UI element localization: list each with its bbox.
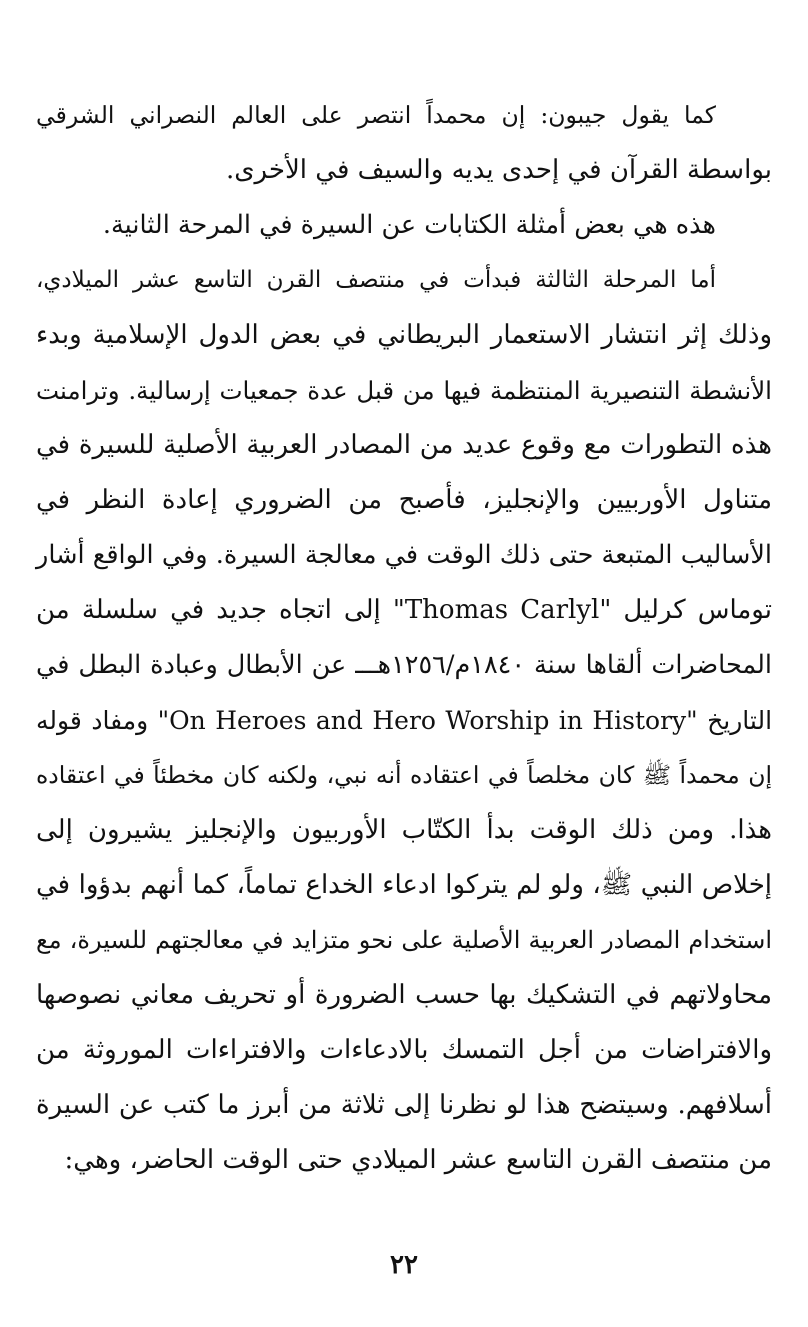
text-line: والافتراضات من أجل التمسك بالادعاءات والافتراءات الموروثة من	[36, 1035, 772, 1065]
text-line: هذه هي بعض أمثلة الكتابات عن السيرة في المرحة الثانية.	[102, 210, 716, 240]
text-line: هذا. ومن ذلك الوقت بدأ الكتّاب الأوربيون والإنجليز يشيرون إلى	[36, 815, 772, 845]
text-line: كما يقول جيبون: إن محمداً انتصر على العالم النصراني الشرقي	[36, 101, 716, 129]
text-line: الأساليب المتبعة حتى ذلك الوقت في معالجة السيرة. وفي الواقع أشار	[36, 540, 772, 570]
paragraph-second-stage	[36, 198, 772, 253]
text-line: المحاضرات ألقاها سنة ١٨٤٠م/١٢٥٦هـــ عن الأبطال وعبادة البطل في	[36, 650, 772, 680]
page-number: ٢٢	[390, 1250, 418, 1280]
text-line: إخلاص النبي ﷺ، ولو لم يتركوا ادعاء الخداع تماماً، كما أنهم بدؤوا في	[36, 870, 772, 900]
text-line: التاريخ "On Heroes and Hero Worship in History" ومفاد قوله	[36, 706, 773, 735]
text-line: أما المرحلة الثالثة فبدأت في منتصف القرن التاسع عشر الميلادي،	[36, 267, 716, 293]
paragraph-third-stage	[36, 253, 772, 1188]
text-line: من منتصف القرن التاسع عشر الميلادي حتى الوقت الحاضر، وهي:	[64, 1145, 772, 1175]
paragraph-gibbon-quote	[36, 88, 772, 198]
text-line: وذلك إثر انتشار الاستعمار البريطاني في بعض الدول الإسلامية وبدء	[36, 320, 772, 350]
text-line: استخدام المصادر العربية الأصلية على نحو متزايد في معالجتهم للسيرة، مع	[36, 926, 772, 954]
text-line: إن محمداً ﷺ كان مخلصاً في اعتقاده أنه نبي، ولكنه كان مخطئاً في اعتقاده	[36, 761, 772, 789]
text-line: هذه التطورات مع وقوع عديد من المصادر العربية الأصلية للسيرة في	[36, 430, 772, 460]
text-line: متناول الأوربيين والإنجليز، فأصبح من الضروري إعادة النظر في	[36, 485, 772, 515]
text-line: توماس كرليل "Thomas Carlyl" إلى اتجاه جديد في سلسلة من	[36, 595, 772, 625]
text-line: أسلافهم. وسيتضح هذا لو نظرنا إلى ثلاثة من أبرز ما كتب عن السيرة	[36, 1090, 772, 1120]
text-line: محاولاتهم في التشكيك بها حسب الضرورة أو تحريف معاني نصوصها	[36, 980, 772, 1010]
text-line: الأنشطة التنصيرية المنتظمة فيها من قبل عدة جمعيات إرسالية. وترامنت	[36, 376, 772, 405]
page-body	[36, 88, 772, 1188]
text-line: بواسطة القرآن في إحدى يديه والسيف في الأخرى.	[225, 155, 772, 185]
